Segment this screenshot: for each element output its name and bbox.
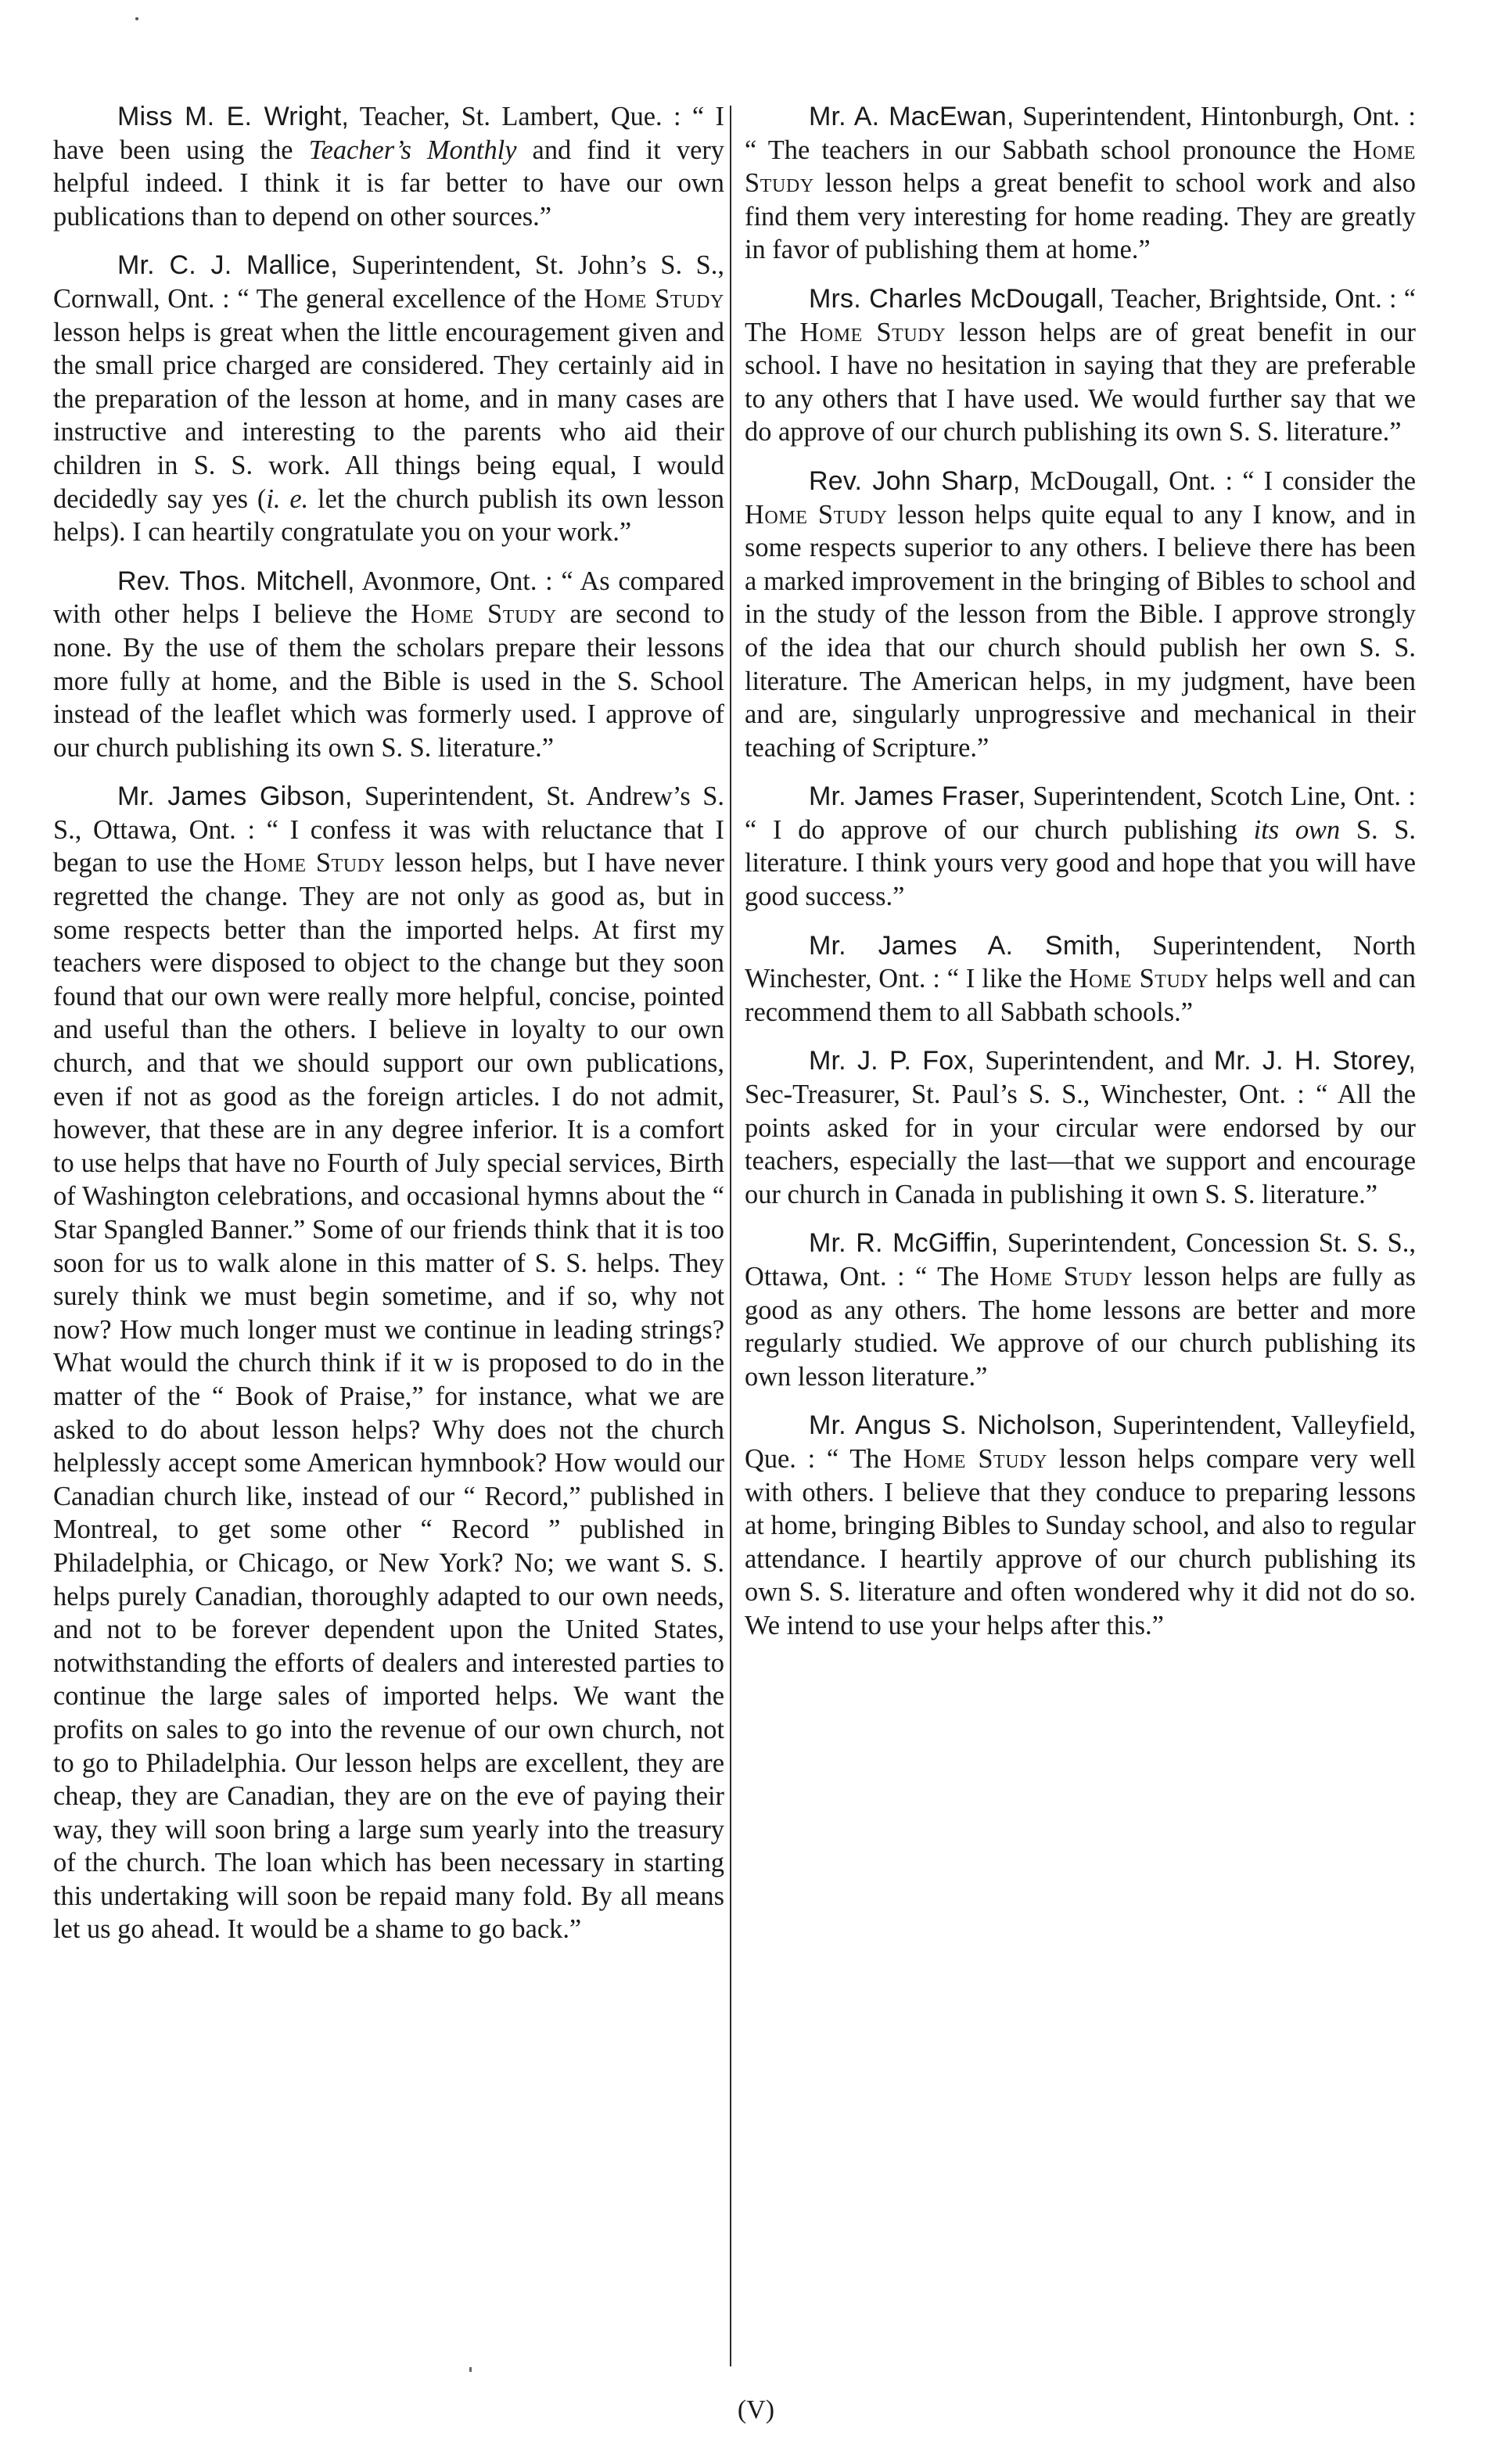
italic-text: i. e. [266, 483, 309, 514]
body-text: Superintendent, St. John’s S. S., Cornwall, Ont. : “ The general excellence of the [53, 250, 724, 314]
italic-text: Teacher’s Monthly [308, 135, 517, 165]
body-text: lesson helps, but I have never regretted the change. They are not only as good as, but in some respects better than the imported helps. At first my teachers were disposed to object to the change but they soon found that our own were really more helpful, concise, pointed and useful than the others. I believe in loyalty to our own church, and that we should support our own publications, even if not as good as the foreign articles. I do not admit, however, that these are in any degree inferior. It is a comfort to use helps that have no Fourth of July special services, Birth of Washington celebrations, and occasional hymns about the “ Star Spangled Banner.” Some of our friends think that it is too soon for us to walk alone in this matter of S. S. helps. They surely think we must begin sometime, and if so, why not now? How much longer must we continue in leading strings? What would the church think if it w is proposed to do in the matter of the “ Book of Praise,” for instance, what we are asked to do about lesson helps? Why does not the church helplessly accept some American hymnbook? How would our Canadian church like, instead of our “ Record,” published in Montreal, to get some other “ Record ” published in Philadelphia, or Chicago, or New York? No; we want S. S. helps purely Canadian, thoroughly adapted to our own needs, and not to be forever dependent upon the United States, notwithstanding the efforts of dealers and interested parties to continue the large sales of imported helps. We want the profits on sales to go into the revenue of our own church, not to go to Philadelphia. Our lesson helps are excellent, they are cheap, they are Canadian, they are on the eve of paying their way, they will soon bring a large sum yearly into the treasury of the church. The loan which has been necessary in starting this undertaking will soon be repaid many fold. By all means let us go ahead. It would be a shame to go back.” [53, 848, 724, 1945]
testimonial-fox [745, 1044, 1416, 1211]
body-text: Teacher, St. Lambert, Que. : “ I have been using the [53, 102, 724, 165]
speaker-name: Rev. Thos. Mitchell, [117, 566, 355, 596]
body-text: lesson helps compare very well with others. I believe that they conduce to preparing lessons at home, bringing Bibles to Sunday school, and also to regular attendance. I heartily approve of our church publishing its own S. S. literature and often wondered why it did not do so. We intend to use your helps after this.” [745, 1443, 1416, 1640]
body-text: McDougall, Ont. : “ I consider the [1020, 465, 1416, 496]
small-caps-title: Home Study [411, 599, 557, 630]
body-text: Superintendent, Concession St. S. S., Ottawa, Ont. : “ The [745, 1228, 1416, 1292]
testimonial-macewan [745, 100, 1416, 267]
testimonial-mallice [53, 249, 724, 548]
right-column [745, 100, 1416, 1658]
italic-text: its own [1253, 814, 1341, 845]
small-caps-title: Home Study [1068, 964, 1209, 994]
speaker-name: Mr. C. J. Mallice, [117, 250, 338, 281]
speaker-name: Mrs. Charles McDougall, [809, 283, 1105, 314]
speaker-name: Mr. Angus S. Nicholson, [809, 1410, 1104, 1441]
print-speck [135, 17, 138, 20]
small-caps-title: Home Study [584, 283, 724, 314]
body-text: lesson helps quite equal to any I know, and in some respects superior to any others. I believe there has been a marked improvement in the bringing of Bibles to school and in the study of the lesson from the Bible. I approve strongly of the idea that our church should publish her own S. S. literature. The American helps, in my judgment, have been and are, singularly unprogressive and mechanical in their teaching of Scripture.” [745, 499, 1416, 763]
body-text: Superintendent, Scotch Line, Ont. : “ I do approve of our church publishing [745, 781, 1416, 845]
testimonial-mcdougall [745, 282, 1416, 449]
speaker-name: Mr. J. P. Fox, [809, 1046, 975, 1076]
body-text: helps well and can recommend them to all Sabbath schools.” [745, 964, 1416, 1027]
testimonial-mitchell [53, 565, 724, 765]
speaker-name: Mr. James Fraser, [809, 781, 1026, 812]
testimonial-fraser [745, 780, 1416, 913]
small-caps-title: Home Study [243, 848, 386, 878]
body-text: Superintendent, Hintonburgh, Ont. : “ The teachers in our Sabbath school pronounce the [745, 102, 1416, 165]
body-text: and find it very helpful indeed. I think it is far better to have our own publications than to depend on other sources.” [53, 135, 724, 232]
left-column [53, 100, 724, 1962]
speaker-name: Rev. John Sharp, [809, 465, 1021, 496]
body-text: Avonmore, Ont. : “ As compared with other helps I believe the [53, 566, 724, 630]
body-text: are second to none. By the use of them the scholars prepare their lessons more fully at home, and the Bible is used in the S. School instead of the leaflet which was formerly used. I approve of our church publishing its own S. S. literature.” [53, 599, 724, 763]
speaker-name: Mr. James Gibson, [117, 781, 353, 812]
small-caps-title: Home Study [799, 317, 946, 347]
body-text: Sec-Treasurer, St. Paul’s S. S., Winchester, Ont. : “ All the points asked for in your circular were endorsed by our teachers, especially the last—that we support and encourage our church in Canada in publishing it own S. S. literature.” [745, 1080, 1416, 1209]
speaker-name: Mr. James A. Smith, [809, 930, 1122, 961]
testimonial-sharp [745, 465, 1416, 764]
testimonial-nicholson [745, 1409, 1416, 1642]
page-number: (V) [737, 2395, 775, 2424]
column-divider [730, 106, 731, 2366]
body-text: lesson helps is great when the little encouragement given and the small price charged are considered. They certainly aid in the preparation of the lesson at home, and in many cases are instructive and interesting to the parents who aid their children in S. S. work. All things being equal, I would decidedly say yes ( [53, 317, 724, 514]
small-caps-title: Home Study [989, 1262, 1133, 1292]
small-caps-title: Home Study [745, 135, 1416, 199]
body-text: lesson helps a great benefit to school work and also find them very interesting for home reading. They are greatly in favor of publishing them at home.” [745, 168, 1416, 265]
small-caps-title: Home Study [745, 499, 888, 530]
body-text: Superintendent, and [975, 1046, 1214, 1076]
body-text: Teacher, Brightside, Ont. : “ The [745, 283, 1416, 347]
speaker-name: Mr. A. MacEwan, [809, 102, 1015, 131]
body-text: lesson helps are of great benefit in our school. I have no hesitation in saying that they are preferable to any others that I have used. We would further say that we do approve of our church publishing its own S. S. literature.” [745, 317, 1416, 447]
testimonial-wright [53, 100, 724, 233]
body-text: S. S. literature. I think yours very good and hope that you will have good success.” [745, 814, 1416, 912]
body-text: let the church publish its own lesson helps). I can heartily congratulate you on your work.” [53, 483, 724, 548]
body-text: Superintendent, North Winchester, Ont. : “ I like the [745, 930, 1416, 994]
speaker-name: Miss M. E. Wright, [117, 102, 350, 131]
small-caps-title: Home Study [903, 1443, 1048, 1474]
speaker-name: Mr. J. H. Storey, [1213, 1046, 1416, 1076]
body-text: Superintendent, Valleyfield, Que. : “ The [745, 1410, 1416, 1474]
speaker-name: Mr. R. McGiffin, [809, 1228, 999, 1259]
testimonial-mcgiffin [745, 1227, 1416, 1393]
testimonial-smith [745, 929, 1416, 1029]
body-text: Superintendent, St. Andrew’s S. S., Ottawa, Ont. : “ I confess it was with reluctance that I began to use the [53, 781, 724, 878]
testimonial-gibson [53, 780, 724, 1946]
body-text: lesson helps are fully as good as any others. The home lessons are better and more regularly studied. We approve of our church publishing its own lesson literature.” [745, 1262, 1416, 1392]
print-speck-2 [469, 2367, 472, 2372]
